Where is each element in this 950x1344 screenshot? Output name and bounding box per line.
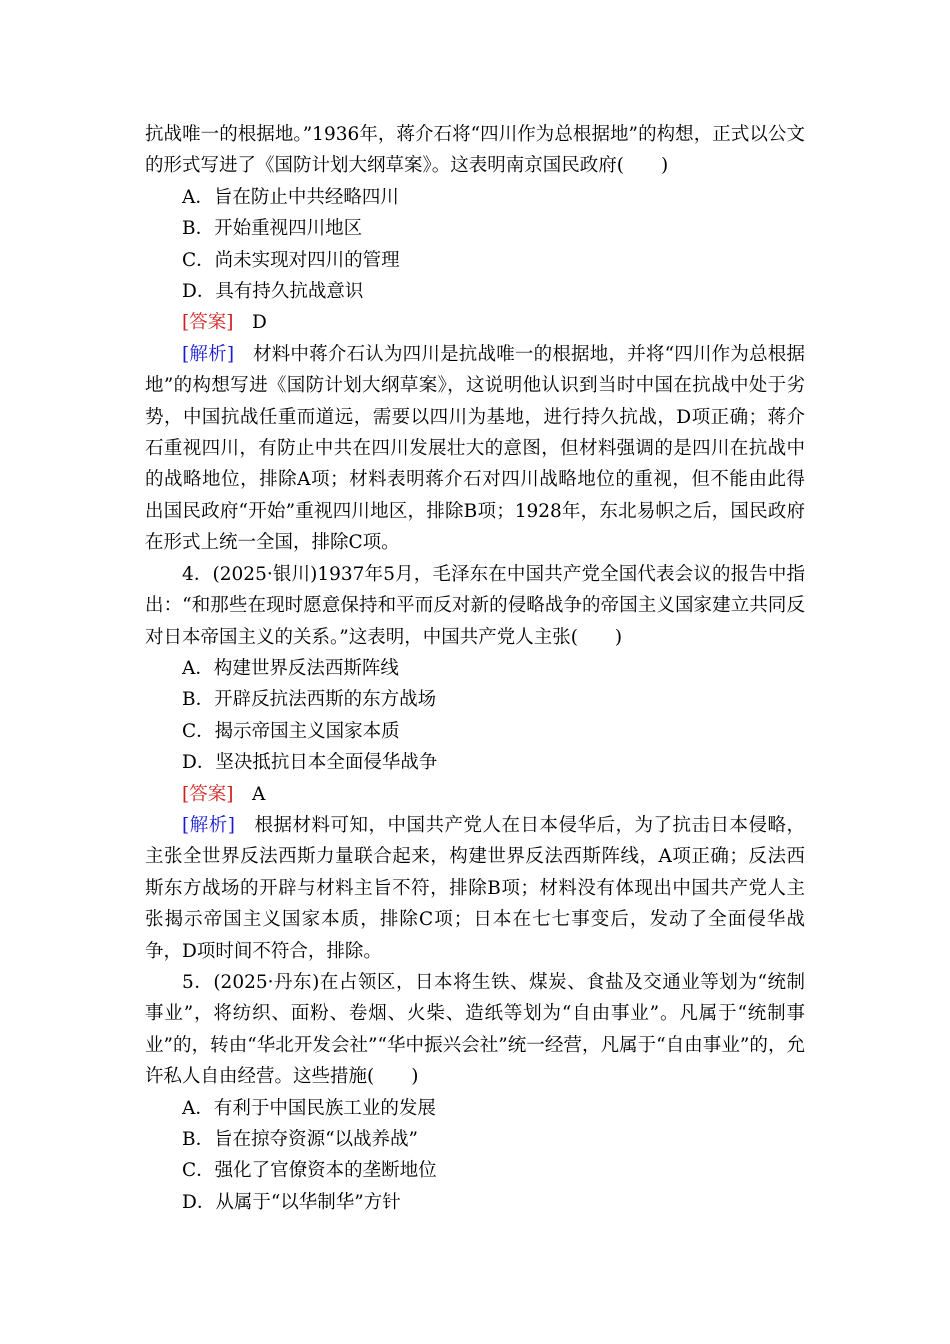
q4-stem: 4．(2025·银川)1937年5月，毛泽东在中国共产党全国代表会议的报告中指出：“和那些在现时愿意保持和平而反对新的侵略战争的帝国主义国家建立共同反对日本帝国主义的关系。”这表明，中国共产党人主张( ) <box>145 563 805 648</box>
q5-stem: 5．(2025·丹东)在占领区，日本将生铁、煤炭、食盐及交通业等划为“统制事业”，将纺织、面粉、卷烟、火柴、造纸等划为“自由事业”。凡属于“统制事业”的，转由“华北开发会社”“华中振兴会社”统一经营，凡属于“自由事业”的，允许私人自由经营。这些措施( ) <box>145 971 805 1088</box>
q4-answer <box>145 779 805 810</box>
analysis-label: [解析] <box>182 814 235 836</box>
analysis-text: 材料中蒋介石认为四川是抗战唯一的根据地，并将“四川作为总根据地”的构想写进《国防计划大纲草案》，这说明他认识到当时中国在抗战中处于劣势，中国抗战任重而道远，需要以四川为基地，进行持久抗战，D项正确；蒋介石重视四川，有防止中共在四川发展壮大的意图，但材料强调的是四川在抗战中的战略地位，排除A项；材料表明蒋介石对四川战略地位的重视，但不能由此得出国民政府“开始”重视四川地区，排除B项；1928年，东北易帜之后，国民政府在形式上统一全国，排除C项。 <box>145 343 805 554</box>
q3-analysis <box>145 339 805 559</box>
answer-value: D <box>251 312 267 334</box>
q3-option-b: B．开始重视四川地区 <box>182 218 363 240</box>
q5-option-b: B．旨在掠夺资源“以战养战” <box>182 1129 419 1150</box>
answer-value: A <box>251 783 266 805</box>
answer-label: [答案] <box>182 783 234 805</box>
analysis-label: [解析] <box>182 343 235 365</box>
q3-answer <box>145 307 805 338</box>
analysis-text: 根据材料可知，中国共产党人在日本侵华后，为了抗击日本侵略，主张全世界反法西斯力量联合起来，构建世界反法西斯阵线，A项正确；反法西斯东方战场的开辟与材料主旨不符，排除B项；材料没有体现出中国共产党人主张揭示帝国主义国家本质，排除C项；日本在七七事变后，发动了全面侵华战争，D项时间不符合，排除。 <box>145 814 805 962</box>
q3-option-a: A．旨在防止中共经略四川 <box>182 186 399 208</box>
q4-option-b: B．开辟反抗法西斯的东方战场 <box>182 689 437 711</box>
content <box>145 119 805 1218</box>
answer-label: [答案] <box>182 312 234 334</box>
q4-option-a: A．构建世界反法西斯阵线 <box>182 657 399 679</box>
q4-option-d: D．坚决抵抗日本全面侵华战争 <box>182 752 438 774</box>
q4-option-c: C．揭示帝国主义国家本质 <box>182 720 400 742</box>
q4-analysis <box>145 810 805 967</box>
q3-option-d: D．具有持久抗战意识 <box>182 281 364 303</box>
q5-option-c: C．强化了官僚资本的垄断地位 <box>182 1160 437 1182</box>
q5-option-d: D．从属于“以华制华”方针 <box>182 1191 401 1213</box>
q5-option-a: A．有利于中国民族工业的发展 <box>182 1097 436 1119</box>
q3-stem: 抗战唯一的根据地。”1936年，蒋介石将“四川作为总根据地”的构想，正式以公文的形式写进了《国防计划大纲草案》。这表明南京国民政府( ) <box>145 124 805 177</box>
q3-option-c: C．尚未实现对四川的管理 <box>182 249 400 271</box>
